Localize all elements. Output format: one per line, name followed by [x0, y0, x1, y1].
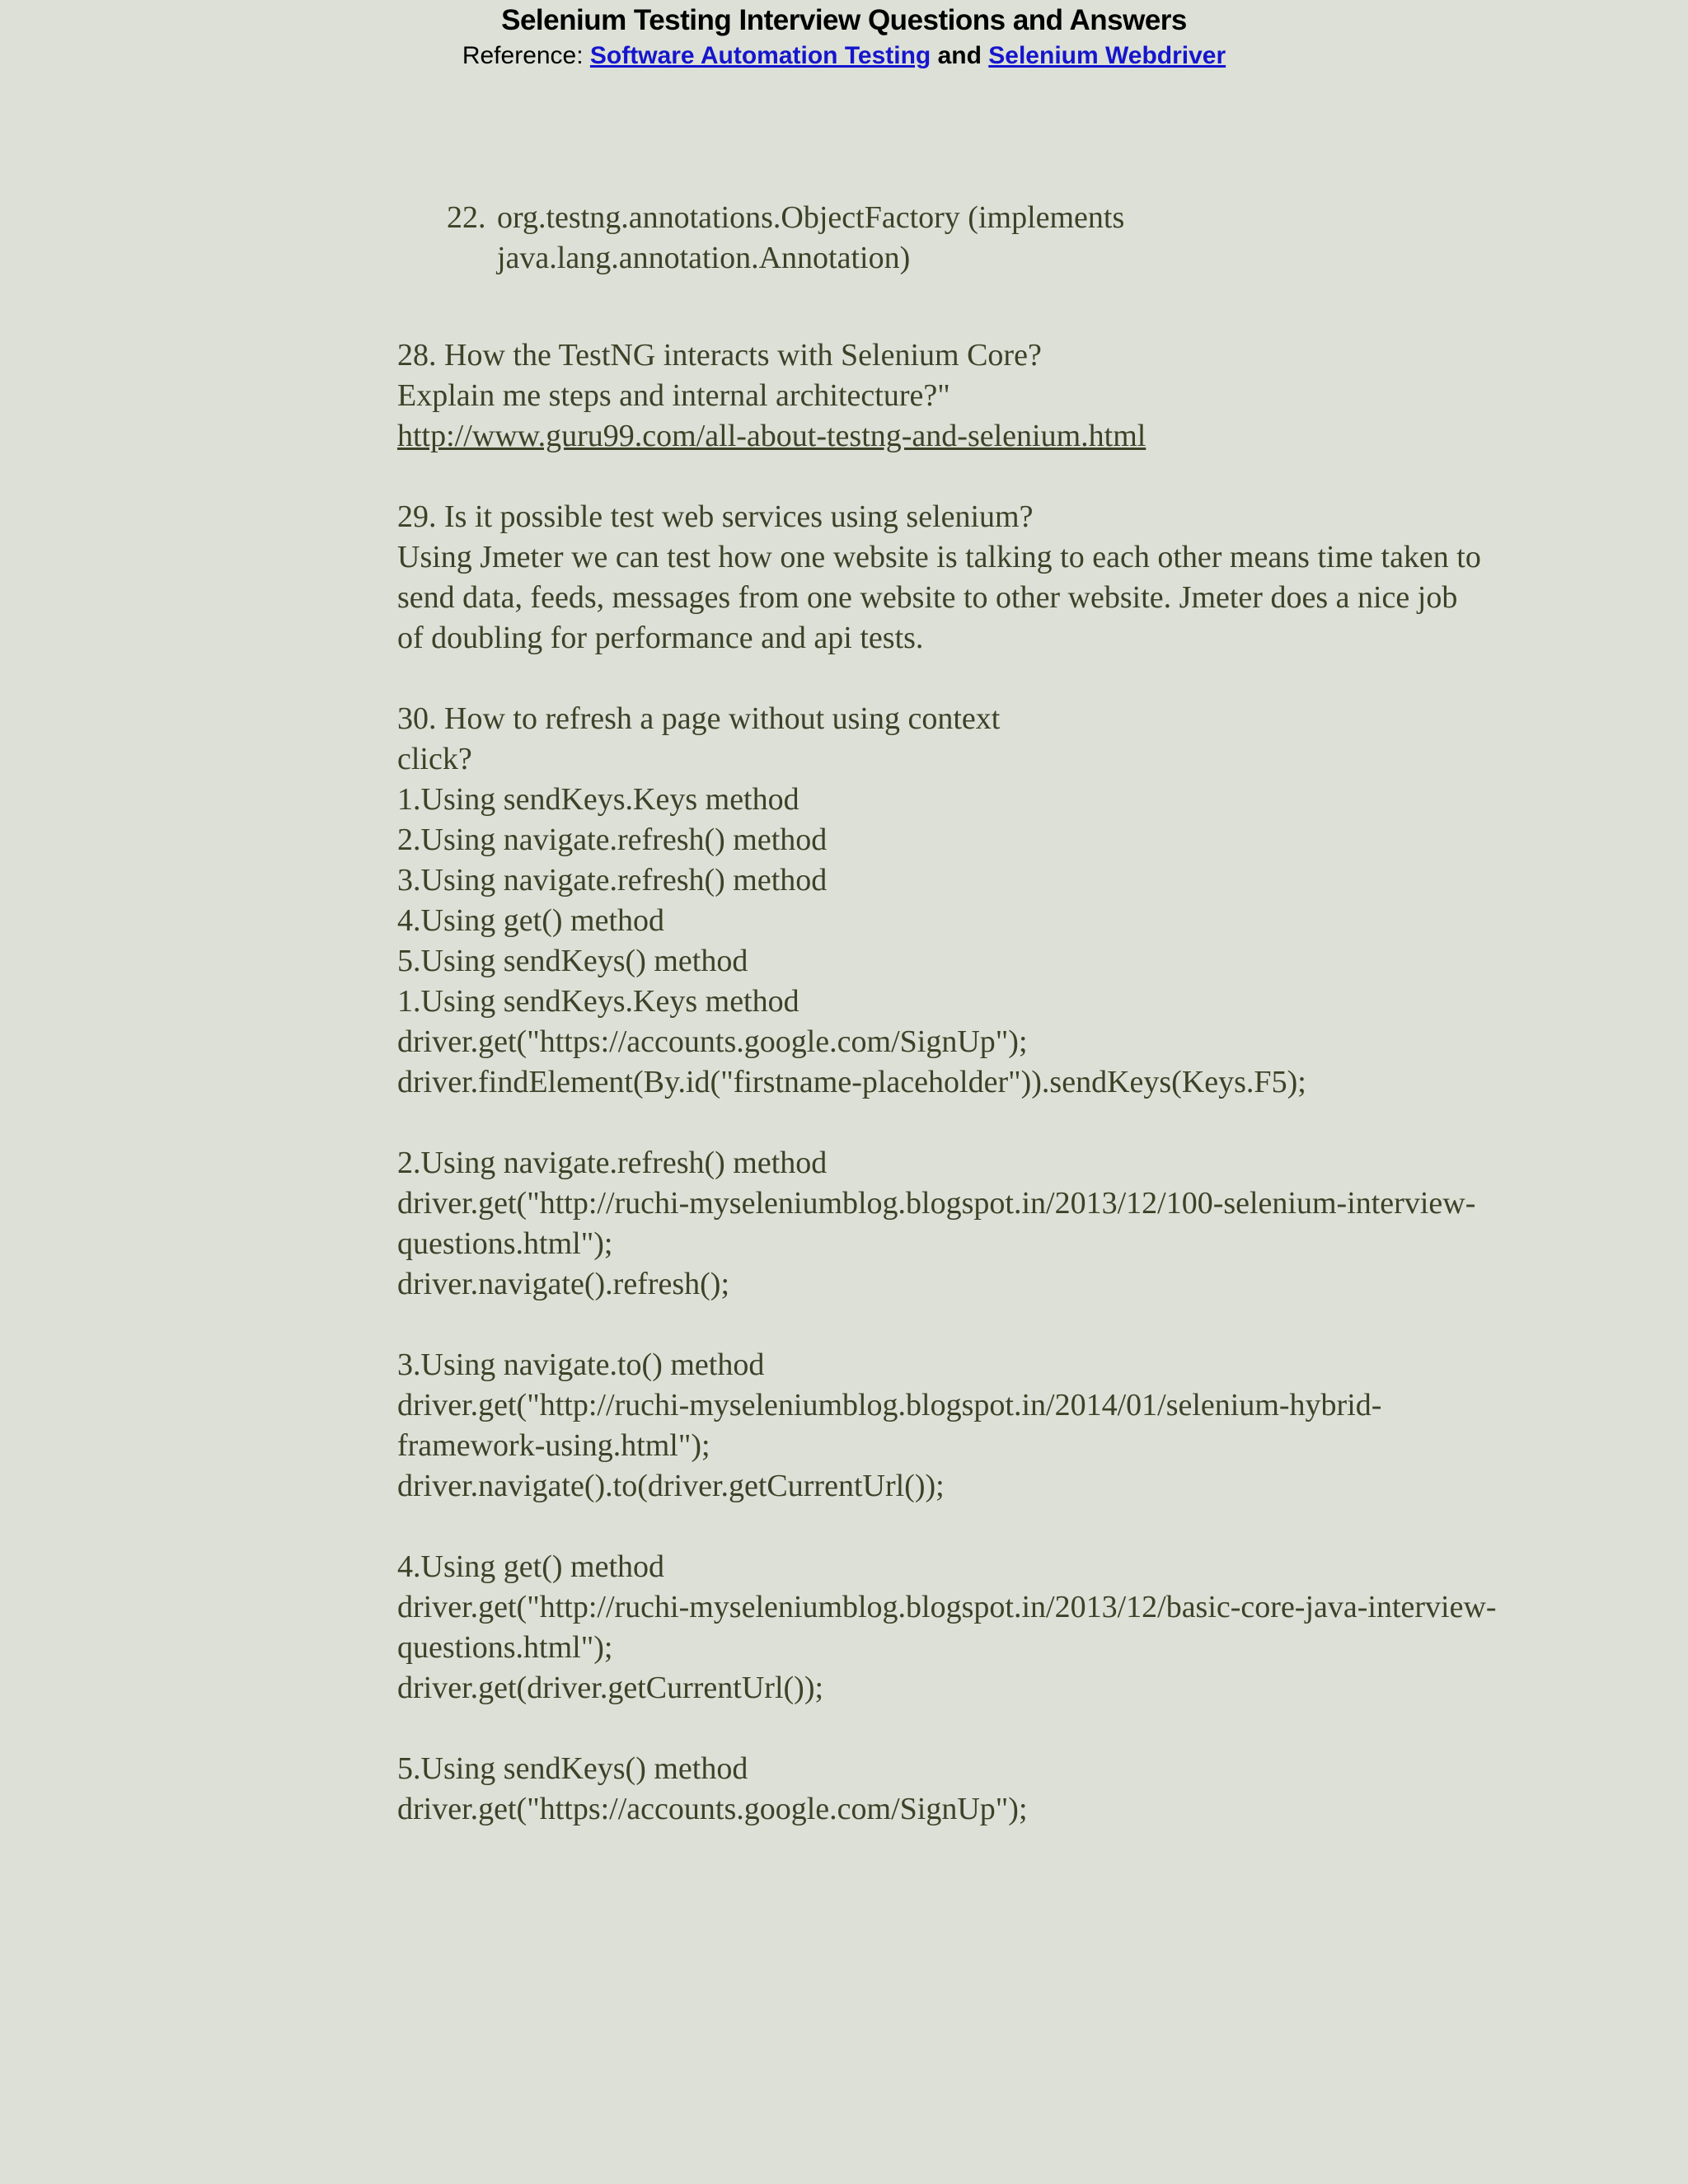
list-item-number: 22. — [447, 200, 486, 235]
method-list-item: 2.Using navigate.refresh() method — [397, 823, 828, 857]
question-29-answer-3: of doubling for performance and api tests. — [397, 621, 924, 655]
method-list-item: 3.Using navigate.refresh() method — [397, 863, 828, 898]
example-1-code: driver.get("https://accounts.google.com/SignUp"); — [397, 1024, 1028, 1059]
document-title: Selenium Testing Interview Questions and Answers — [501, 4, 1187, 36]
example-4-heading: 4.Using get() method — [397, 1549, 665, 1584]
example-1-code: driver.findElement(By.id("firstname-placeholder")).sendKeys(Keys.F5); — [397, 1065, 1306, 1099]
example-2-code: driver.get("http://ruchi-myseleniumblog.blogspot.in/2013/12/100-selenium-interview-questions.html"); — [397, 1186, 1476, 1261]
example-1-heading: 1.Using sendKeys.Keys method — [397, 984, 799, 1019]
reference-line — [0, 40, 1688, 73]
example-4-code: driver.get("http://ruchi-myseleniumblog.blogspot.in/2013/12/basic-core-java-interview-questions.html"); — [397, 1590, 1497, 1665]
list-item-text: org.testng.annotations.ObjectFactory (implements java.lang.annotation.Annotation) — [497, 200, 1125, 275]
question-29 — [397, 497, 1502, 658]
selenium-webdriver-link[interactable]: Selenium Webdriver — [988, 42, 1226, 69]
question-28-subtitle: Explain me steps and internal architecture?" — [397, 378, 950, 413]
reference-label: Reference: — [462, 42, 590, 69]
question-30-title-cont: click? — [397, 742, 472, 776]
question-29-answer-1: Using Jmeter we can test how one website is talking to each other means time taken to — [397, 540, 1481, 574]
question-30-title: 30. How to refresh a page without using context — [397, 701, 1001, 736]
question-28-title: 28. How the TestNG interacts with Selenium Core? — [397, 338, 1042, 373]
question-29-title: 29. Is it possible test web services using selenium? — [397, 499, 1034, 534]
example-2-heading: 2.Using navigate.refresh() method — [397, 1146, 828, 1180]
method-list-item: 5.Using sendKeys() method — [397, 944, 748, 978]
method-list-item: 1.Using sendKeys.Keys method — [397, 782, 799, 817]
page-header — [0, 0, 1688, 73]
method-list-item: 4.Using get() method — [397, 903, 665, 938]
example-4-code: driver.get(driver.getCurrentUrl()); — [397, 1671, 824, 1705]
question-30 — [397, 699, 1502, 1830]
and-separator: and — [931, 42, 989, 69]
document-body — [397, 198, 1502, 1830]
question-28 — [397, 335, 1502, 457]
guru99-link[interactable]: http://www.guru99.com/all-about-testng-and-selenium.html — [397, 419, 1146, 453]
example-3-code: driver.get("http://ruchi-myseleniumblog.blogspot.in/2014/01/selenium-hybrid-framework-using.html"); — [397, 1388, 1382, 1463]
software-automation-testing-link[interactable]: Software Automation Testing — [589, 42, 931, 69]
example-3-heading: 3.Using navigate.to() method — [397, 1347, 765, 1382]
question-29-answer-2: send data, feeds, messages from one website to other website. Jmeter does a nice job — [397, 580, 1458, 615]
list-item-22 — [397, 198, 1338, 279]
example-2-code: driver.navigate().refresh(); — [397, 1267, 730, 1301]
example-5-heading: 5.Using sendKeys() method — [397, 1751, 748, 1786]
example-5-code: driver.get("https://accounts.google.com/SignUp"); — [397, 1792, 1028, 1826]
example-3-code: driver.navigate().to(driver.getCurrentUrl()); — [397, 1469, 945, 1503]
